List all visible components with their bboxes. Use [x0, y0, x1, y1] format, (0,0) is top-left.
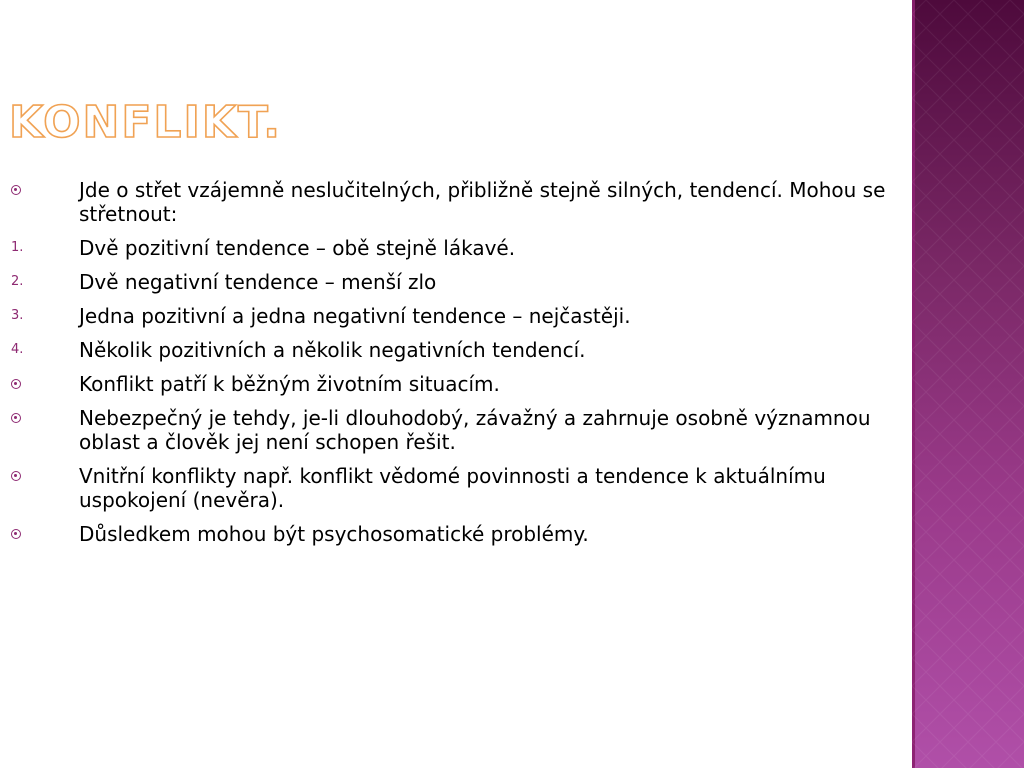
- list-item: [0, 522, 905, 546]
- side-band-pattern: [912, 0, 1024, 768]
- circle-bullet-icon: [11, 406, 51, 430]
- bullet-list: [0, 178, 905, 556]
- list-item-text: Dvě pozitivní tendence – obě stejně lákavé.: [79, 236, 516, 260]
- decorative-side-band: [912, 0, 1024, 768]
- list-number: 2.: [11, 274, 24, 289]
- circle-bullet-icon: [11, 178, 51, 202]
- list-item: [0, 338, 905, 362]
- circle-bullet-icon: [11, 464, 51, 488]
- list-item: [0, 304, 905, 328]
- list-item: [0, 406, 905, 454]
- list-item-text: Jedna pozitivní a jedna negativní tendence – nejčastěji.: [79, 304, 631, 328]
- list-item-text: Několik pozitivních a několik negativních tendencí.: [79, 338, 586, 362]
- circle-bullet-icon: [11, 522, 51, 546]
- list-item: [0, 372, 905, 396]
- list-number: 4.: [11, 342, 24, 357]
- list-number: 1.: [11, 240, 24, 255]
- list-item: [0, 270, 905, 294]
- list-item-text: Nebezpečný je tehdy, je-li dlouhodobý, závažný a zahrnuje osobně významnou oblast a člověk jej není schopen řešit.: [79, 406, 871, 454]
- list-item-text: Vnitřní konflikty např. konflikt vědomé povinnosti a tendence k aktuálnímu uspokojení (nevěra).: [79, 464, 826, 512]
- list-item: [0, 236, 905, 260]
- list-item-text: Dvě negativní tendence – menší zlo: [79, 270, 437, 294]
- list-item-text: Jde o střet vzájemně neslučitelných, přibližně stejně silných, tendencí. Mohou se střetnout:: [79, 178, 886, 226]
- circle-bullet-icon: [11, 372, 51, 396]
- list-item-text: Konflikt patří k běžným životním situacím.: [79, 372, 500, 396]
- list-item: [0, 178, 905, 226]
- list-item-text: Důsledkem mohou být psychosomatické problémy.: [79, 522, 589, 546]
- slide-title: KONFLIKT.: [9, 97, 282, 148]
- list-number: 3.: [11, 308, 24, 323]
- list-item: [0, 464, 905, 512]
